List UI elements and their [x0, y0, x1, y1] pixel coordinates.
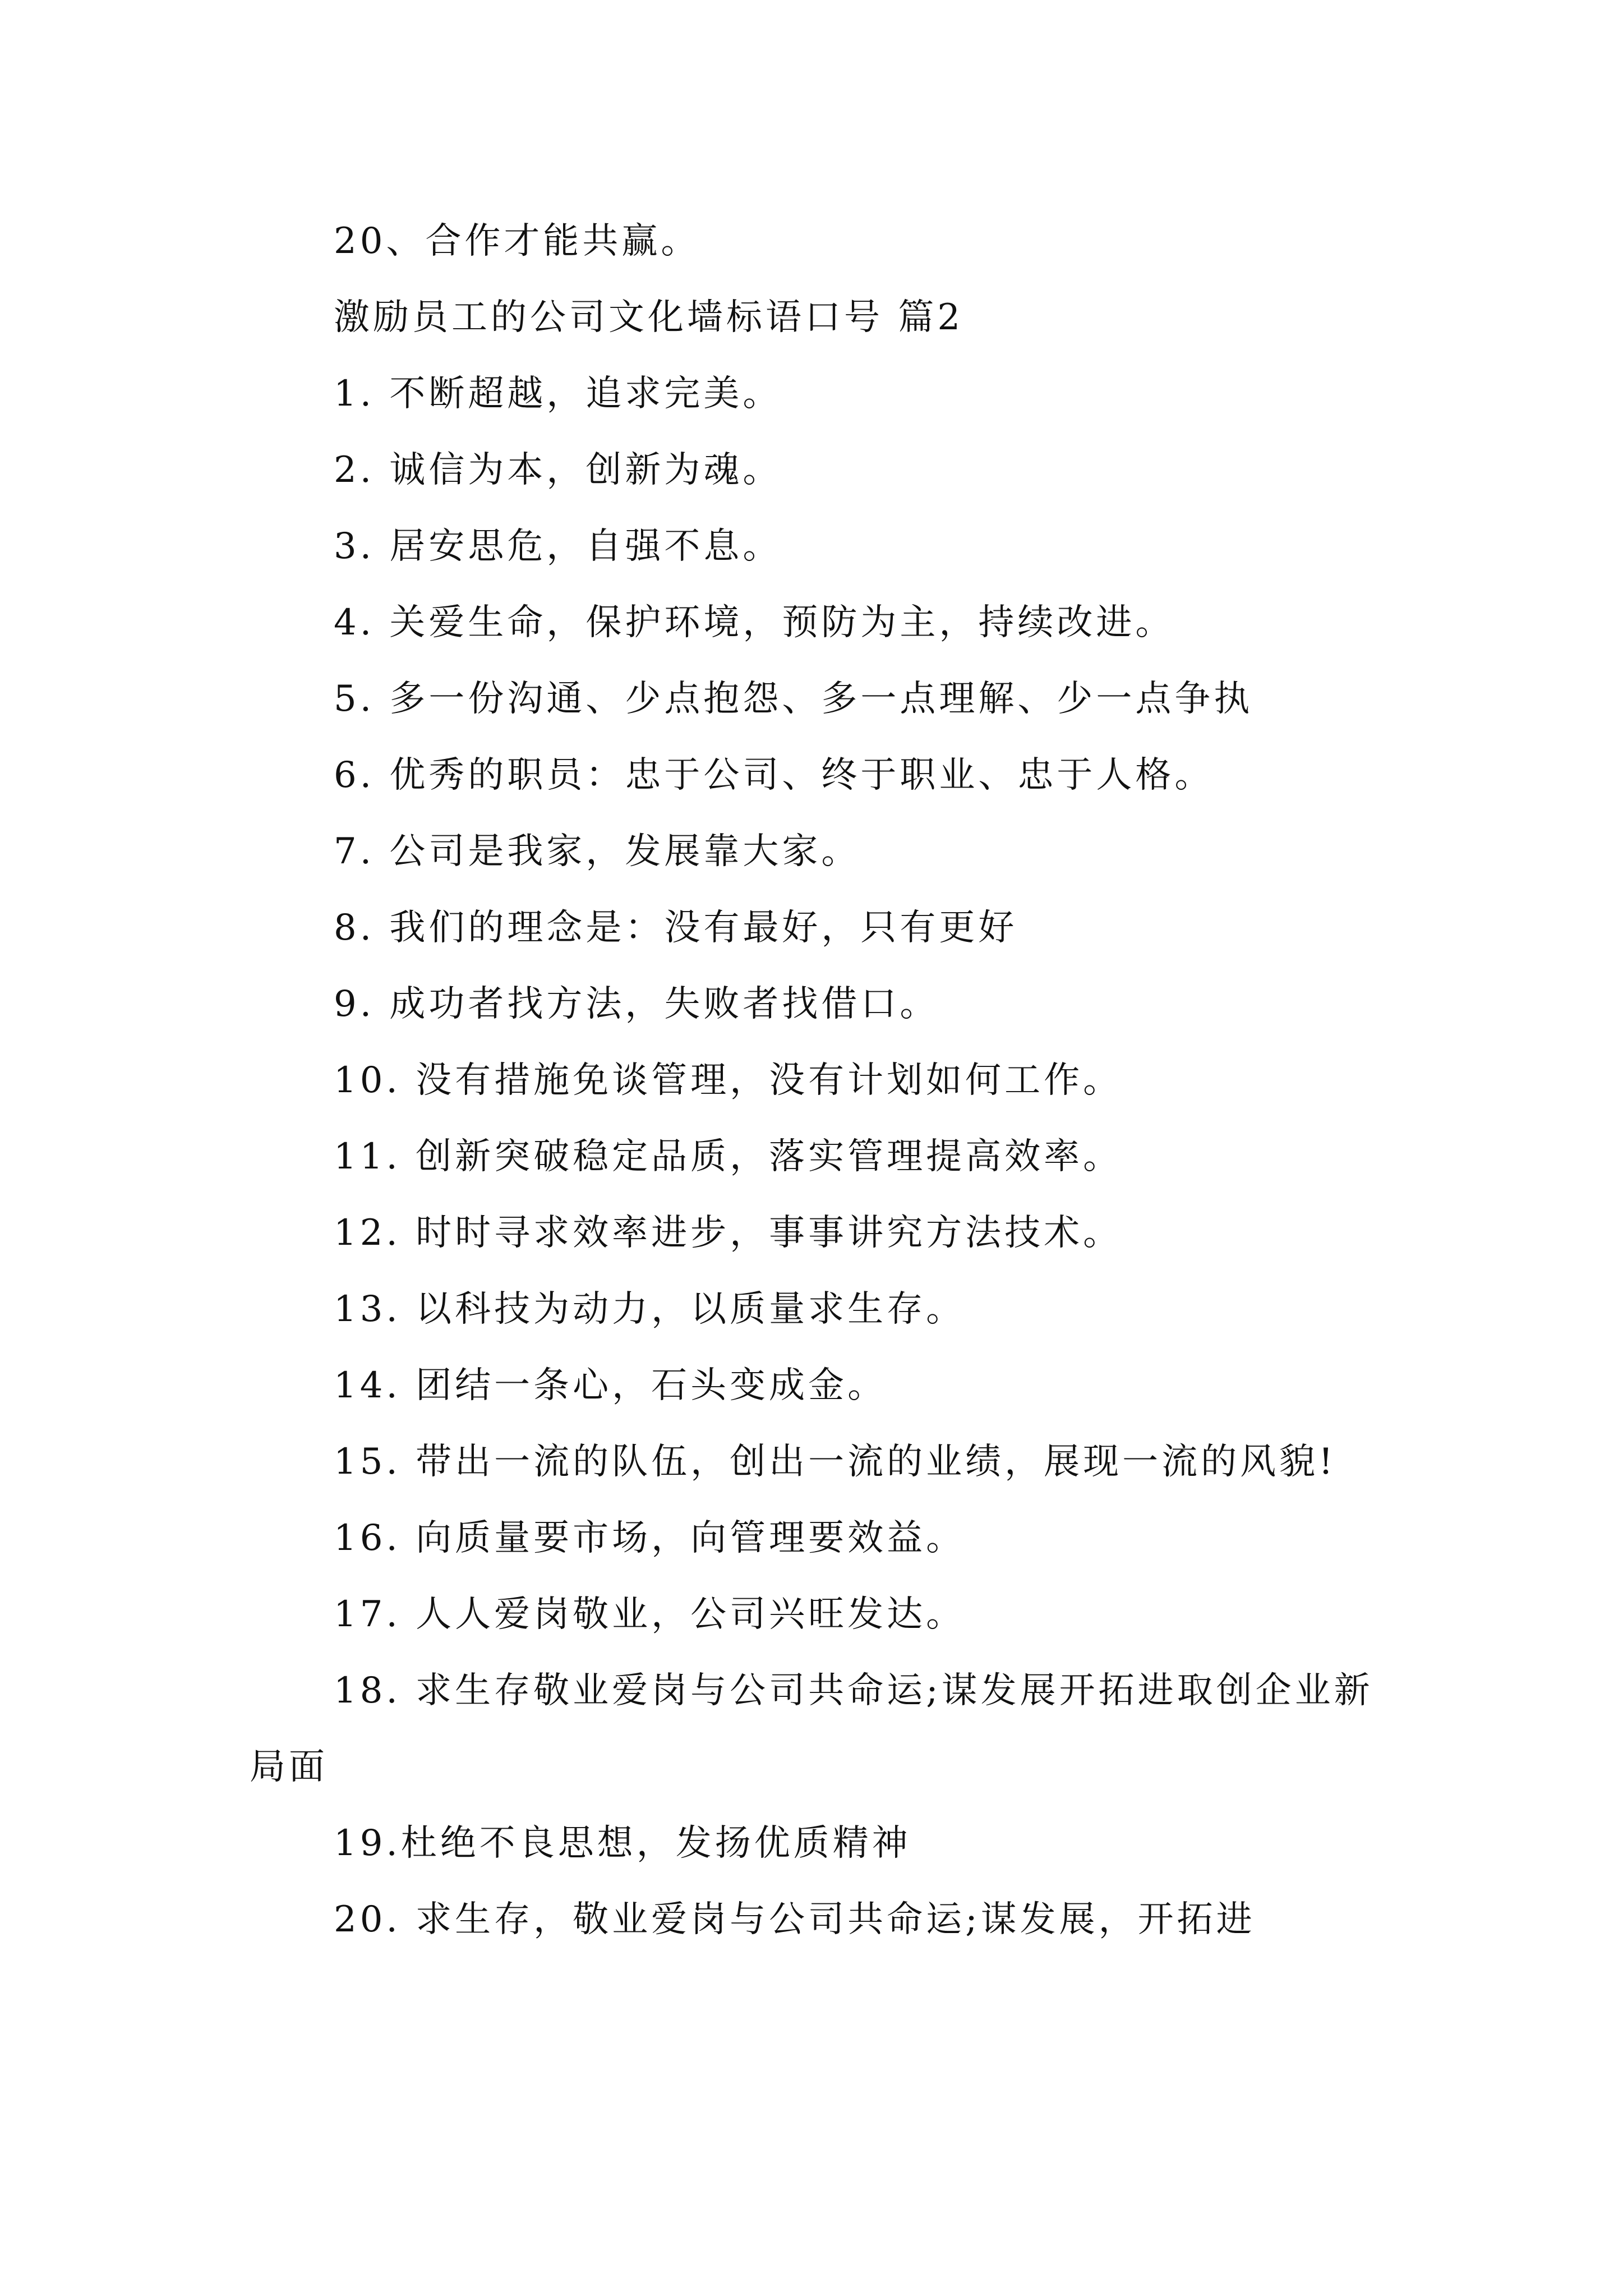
list-item: 17. 人人爱岗敬业，公司兴旺发达。 [334, 1594, 966, 1635]
list-item: 2. 诚信为本，创新为魂。 [334, 449, 782, 491]
list-item: 20. 求生存，敬业爱岗与公司共命运;谋发展，开拓进 [334, 1899, 1256, 1940]
list-item: 11. 创新突破稳定品质，落实管理提高效率。 [334, 1136, 1123, 1177]
list-item: 10. 没有措施免谈管理，没有计划如何工作。 [334, 1060, 1123, 1101]
list-item: 7. 公司是我家，发展靠大家。 [334, 831, 861, 872]
list-item: 3. 居安思危，自强不息。 [334, 526, 782, 567]
list-item: 18. 求生存敬业爱岗与公司共命运;谋发展开拓进取创企业新局面 [250, 1670, 1373, 1788]
list-item: 4. 关爱生命，保护环境，预防为主，持续改进。 [334, 602, 1175, 643]
list-item: 14. 团结一条心，石头变成金。 [334, 1365, 887, 1406]
document-body [250, 203, 1388, 1958]
list-item: 16. 向质量要市场，向管理要效益。 [334, 1517, 966, 1559]
paragraph: 20、合作才能共赢。 [334, 220, 700, 262]
list-item: 19.杜绝不良思想，发扬优质精神 [334, 1823, 911, 1864]
list-item: 8. 我们的理念是：没有最好，只有更好 [334, 907, 1018, 949]
list-item: 6. 优秀的职员：忠于公司、终于职业、忠于人格。 [334, 754, 1214, 796]
list-item: 12. 时时寻求效率进步，事事讲究方法技术。 [334, 1212, 1123, 1254]
list-item: 5. 多一份沟通、少点抱怨、多一点理解、少一点争执 [334, 678, 1253, 720]
list-item: 1. 不断超越，追求完美。 [334, 373, 782, 415]
list-item: 9. 成功者找方法，失败者找借口。 [334, 983, 939, 1025]
section-heading: 激励员工的公司文化墙标语口号 篇2 [334, 297, 964, 338]
list-item: 13. 以科技为动力，以质量求生存。 [334, 1289, 966, 1330]
list-item: 15. 带出一流的队伍，创出一流的业绩，展现一流的风貌! [334, 1441, 1336, 1483]
